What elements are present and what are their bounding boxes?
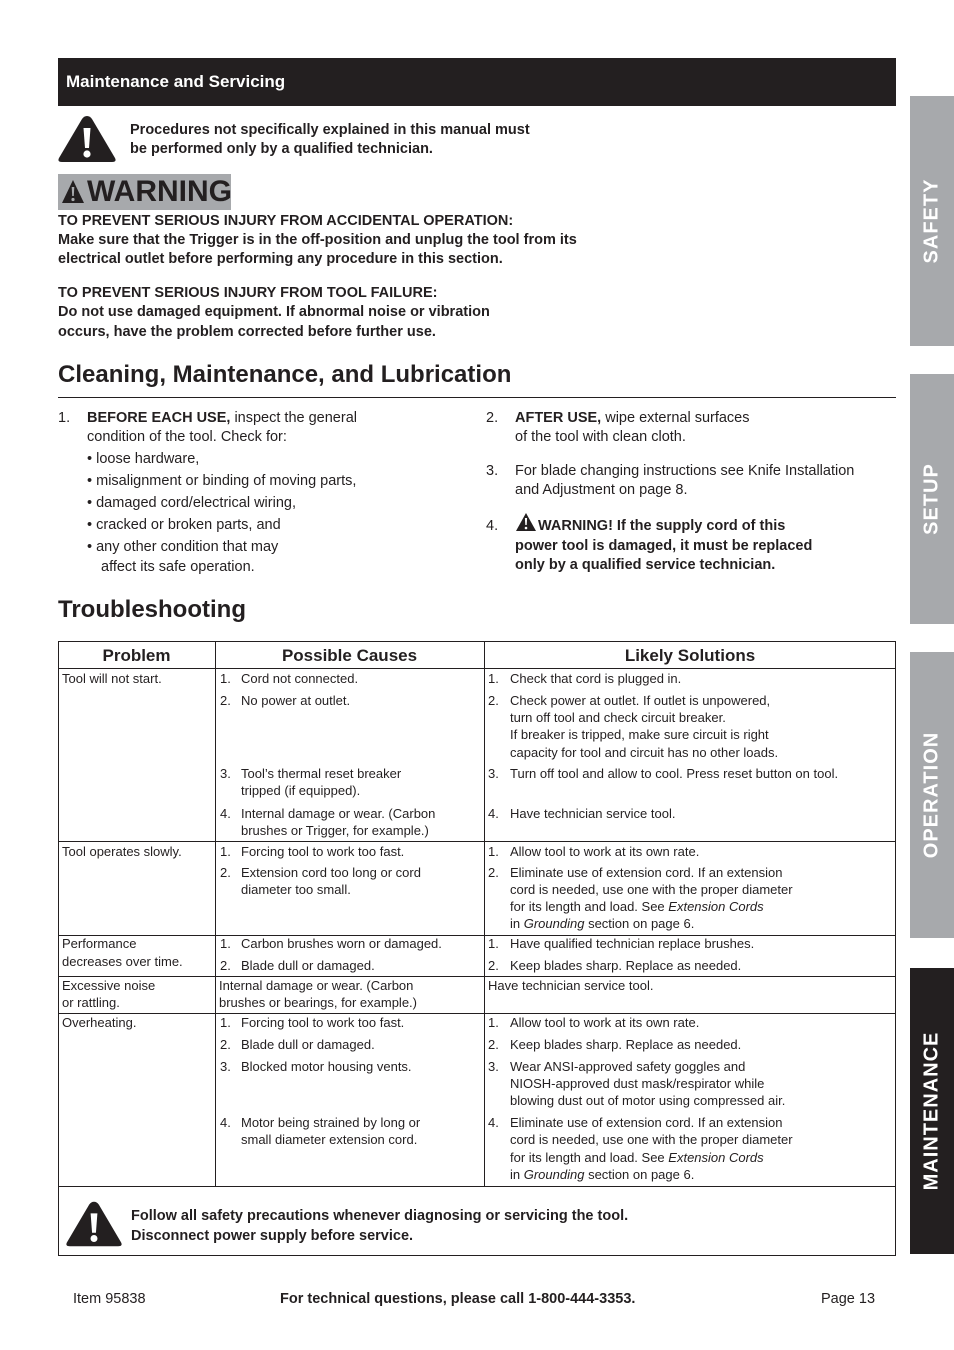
r1-c1: Cord not connected.	[241, 671, 359, 686]
r5-s2: Keep blades sharp. Replace as needed.	[510, 1037, 742, 1052]
tab-maintenance[interactable]: MAINTENANCE	[910, 968, 954, 1254]
cleaning-title: Cleaning, Maintenance, and Lubrication	[58, 361, 512, 388]
r1-s1-num: 1.	[488, 671, 499, 686]
table-footer-line2: Disconnect power supply before service.	[131, 1228, 414, 1244]
warning-word: WARNING	[87, 175, 232, 208]
warning-p1-line2: Make sure that the Trigger is in the off-position and unplug the tool from its	[58, 232, 577, 248]
item-4-number: 4.	[486, 518, 499, 534]
page-number: Page 13	[821, 1291, 876, 1307]
r5-c4-num: 4.	[220, 1115, 231, 1130]
r1-s2a: Check power at outlet. If outlet is unpowered,	[510, 693, 771, 708]
r4-solution: Have technician service tool.	[488, 978, 654, 993]
col-divider	[215, 641, 216, 1186]
tech-questions: For technical questions, please call 1-800-444-3353.	[280, 1291, 636, 1307]
r5-s3b: NIOSH-approved dust mask/respirator while	[510, 1076, 765, 1091]
item-1-rest: inspect the general	[230, 410, 357, 426]
r4-cause-b: brushes or bearings, for example.)	[219, 995, 417, 1010]
r5-c2-num: 2.	[220, 1037, 231, 1052]
r5-s3c: blowing dust out of motor using compressed air.	[510, 1093, 786, 1108]
r5-c4b: small diameter extension cord.	[241, 1132, 418, 1147]
r5-c1-num: 1.	[220, 1015, 231, 1030]
item-3-line2: and Adjustment on page 8.	[515, 482, 688, 498]
r4-problem-b: or rattling.	[62, 995, 120, 1010]
r2-s2-num: 2.	[488, 865, 499, 880]
r2-c2a: Extension cord too long or cord	[241, 865, 421, 880]
warning-p2-line3: occurs, have the problem corrected before further use.	[58, 324, 436, 340]
r1-s3-num: 3.	[488, 766, 499, 781]
r3-s2-num: 2.	[488, 958, 499, 973]
col-divider	[484, 641, 485, 1186]
r1-s4-num: 4.	[488, 806, 499, 821]
item-4-line3: only by a qualified service technician.	[515, 557, 776, 573]
r1-c4a: Internal damage or wear. (Carbon	[241, 806, 436, 821]
item-1-line2: condition of the tool. Check for:	[87, 429, 287, 445]
r2-s2b: cord is needed, use one with the proper diameter	[510, 882, 793, 897]
row-divider	[58, 935, 896, 936]
r2-s2c: for its length and load. See Extension Cords	[510, 899, 764, 914]
item-2-line1	[515, 409, 750, 429]
r3-c2-num: 2.	[220, 958, 231, 973]
notice-line-1: Procedures not specifically explained in this manual must	[130, 122, 530, 138]
r1-s2-num: 2.	[488, 693, 499, 708]
r1-c2-num: 2.	[220, 693, 231, 708]
r3-s2: Keep blades sharp. Replace as needed.	[510, 958, 742, 973]
warning-small-icon	[61, 179, 85, 205]
bullet-2: • misalignment or binding of moving parts,	[87, 473, 357, 489]
r3-problem-a: Performance	[62, 936, 137, 951]
warning-p2-line1: TO PREVENT SERIOUS INJURY FROM TOOL FAILURE:	[58, 285, 438, 301]
r2-problem: Tool operates slowly.	[62, 844, 182, 859]
row-divider	[58, 976, 896, 977]
r1-s3: Turn off tool and allow to cool. Press reset button on tool.	[510, 766, 839, 781]
warning-p1-line3: electrical outlet before performing any procedure in this section.	[58, 251, 503, 267]
section-header: Maintenance and Servicing	[58, 58, 896, 106]
header-causes: Possible Causes	[281, 646, 418, 665]
r5-s3a: Wear ANSI-approved safety goggles and	[510, 1059, 746, 1074]
item-3-number: 3.	[486, 463, 499, 479]
warning-label	[58, 174, 231, 210]
bullet-3: • damaged cord/electrical wiring,	[87, 495, 296, 511]
r1-s4: Have technician service tool.	[510, 806, 676, 821]
r5-s4-num: 4.	[488, 1115, 499, 1130]
r3-problem-b: decreases over time.	[62, 954, 183, 969]
item-2-line2: of the tool with clean cloth.	[515, 429, 686, 445]
warning-p1-line1: TO PREVENT SERIOUS INJURY FROM ACCIDENTAL OPERATION:	[58, 213, 514, 229]
item-4-line2: power tool is damaged, it must be replaced	[515, 538, 813, 554]
r1-problem: Tool will not start.	[62, 671, 162, 686]
r1-s2c: If breaker is tripped, make sure circuit is right	[510, 727, 769, 742]
tab-operation[interactable]: OPERATION	[910, 652, 954, 938]
r5-c1: Forcing tool to work too fast.	[241, 1015, 405, 1030]
r5-s1: Allow tool to work at its own rate.	[510, 1015, 700, 1030]
r1-c3a: Tool’s thermal reset breaker	[241, 766, 402, 781]
r1-c4b: brushes or Trigger, for example.)	[241, 823, 429, 838]
item-1-line1	[87, 409, 357, 429]
item-4-line1: WARNING! If the supply cord of this	[538, 518, 786, 534]
section-rule	[58, 397, 896, 398]
warning-inline-icon	[515, 512, 537, 532]
header-problem: Problem	[102, 646, 171, 665]
notice-line-2: be performed only by a qualified technician.	[130, 141, 433, 157]
r5-c2: Blade dull or damaged.	[241, 1037, 375, 1052]
warning-triangle-icon	[65, 1198, 123, 1250]
r1-s1: Check that cord is plugged in.	[510, 671, 682, 686]
r4-cause-a: Internal damage or wear. (Carbon	[219, 978, 414, 993]
r5-s4a: Eliminate use of extension cord. If an extension	[510, 1115, 783, 1130]
r2-c1-num: 1.	[220, 844, 231, 859]
row-divider	[58, 1013, 896, 1014]
r3-c2: Blade dull or damaged.	[241, 958, 375, 973]
r2-c1: Forcing tool to work too fast.	[241, 844, 405, 859]
r3-c1: Carbon brushes worn or damaged.	[241, 936, 442, 951]
r5-s4d: in Grounding section on page 6.	[510, 1167, 695, 1182]
r5-s4b: cord is needed, use one with the proper diameter	[510, 1132, 793, 1147]
item-1-number: 1.	[58, 410, 71, 426]
row-divider	[58, 841, 896, 842]
r2-c2b: diameter too small.	[241, 882, 351, 897]
r1-c3-num: 3.	[220, 766, 231, 781]
r5-s1-num: 1.	[488, 1015, 499, 1030]
warning-triangle-icon	[57, 114, 117, 164]
item-2-rest: wipe external surfaces	[601, 410, 750, 426]
row-divider	[58, 1186, 896, 1187]
r1-s2b: turn off tool and check circuit breaker.	[510, 710, 726, 725]
bullet-5-cont: affect its safe operation.	[101, 559, 255, 575]
bullet-1: • loose hardware,	[87, 451, 200, 467]
item-2-number: 2.	[486, 410, 499, 426]
item-number: Item 95838	[73, 1291, 146, 1307]
r1-c3b: tripped (if equipped).	[241, 783, 361, 798]
r1-c4-num: 4.	[220, 806, 231, 821]
header-solutions: Likely Solutions	[624, 646, 756, 665]
r2-c2-num: 2.	[220, 865, 231, 880]
troubleshooting-table	[58, 641, 896, 1256]
tab-setup[interactable]: SETUP	[910, 374, 954, 624]
r3-s1: Have qualified technician replace brushes.	[510, 936, 755, 951]
r5-problem: Overheating.	[62, 1015, 137, 1030]
r3-s1-num: 1.	[488, 936, 499, 951]
table-footer-line1: Follow all safety precautions whenever diagnosing or servicing the tool.	[131, 1208, 629, 1224]
r5-s4c: for its length and load. See Extension Cords	[510, 1150, 764, 1165]
r2-s2a: Eliminate use of extension cord. If an extension	[510, 865, 783, 880]
r2-s1: Allow tool to work at its own rate.	[510, 844, 700, 859]
r1-c1-num: 1.	[220, 671, 231, 686]
item-1-bold: BEFORE EACH USE,	[87, 410, 231, 426]
item-3-line1: For blade changing instructions see Knife Installation	[515, 463, 855, 479]
r5-c3: Blocked motor housing vents.	[241, 1059, 412, 1074]
r1-c2: No power at outlet.	[241, 693, 351, 708]
warning-p2-line2: Do not use damaged equipment. If abnormal noise or vibration	[58, 304, 490, 320]
tab-safety[interactable]: SAFETY	[910, 96, 954, 346]
bullet-4: • cracked or broken parts, and	[87, 517, 281, 533]
r5-c4a: Motor being strained by long or	[241, 1115, 421, 1130]
r1-s2d: capacity for tool and circuit has no other loads.	[510, 745, 779, 760]
row-divider	[58, 668, 896, 669]
r5-s2-num: 2.	[488, 1037, 499, 1052]
bullet-5: • any other condition that may	[87, 539, 279, 555]
r2-s2d: in Grounding section on page 6.	[510, 916, 695, 931]
r2-s1-num: 1.	[488, 844, 499, 859]
r5-s3-num: 3.	[488, 1059, 499, 1074]
r3-c1-num: 1.	[220, 936, 231, 951]
troubleshooting-title: Troubleshooting	[58, 596, 246, 623]
item-2-bold: AFTER USE,	[515, 410, 602, 426]
r4-problem-a: Excessive noise	[62, 978, 156, 993]
r5-c3-num: 3.	[220, 1059, 231, 1074]
